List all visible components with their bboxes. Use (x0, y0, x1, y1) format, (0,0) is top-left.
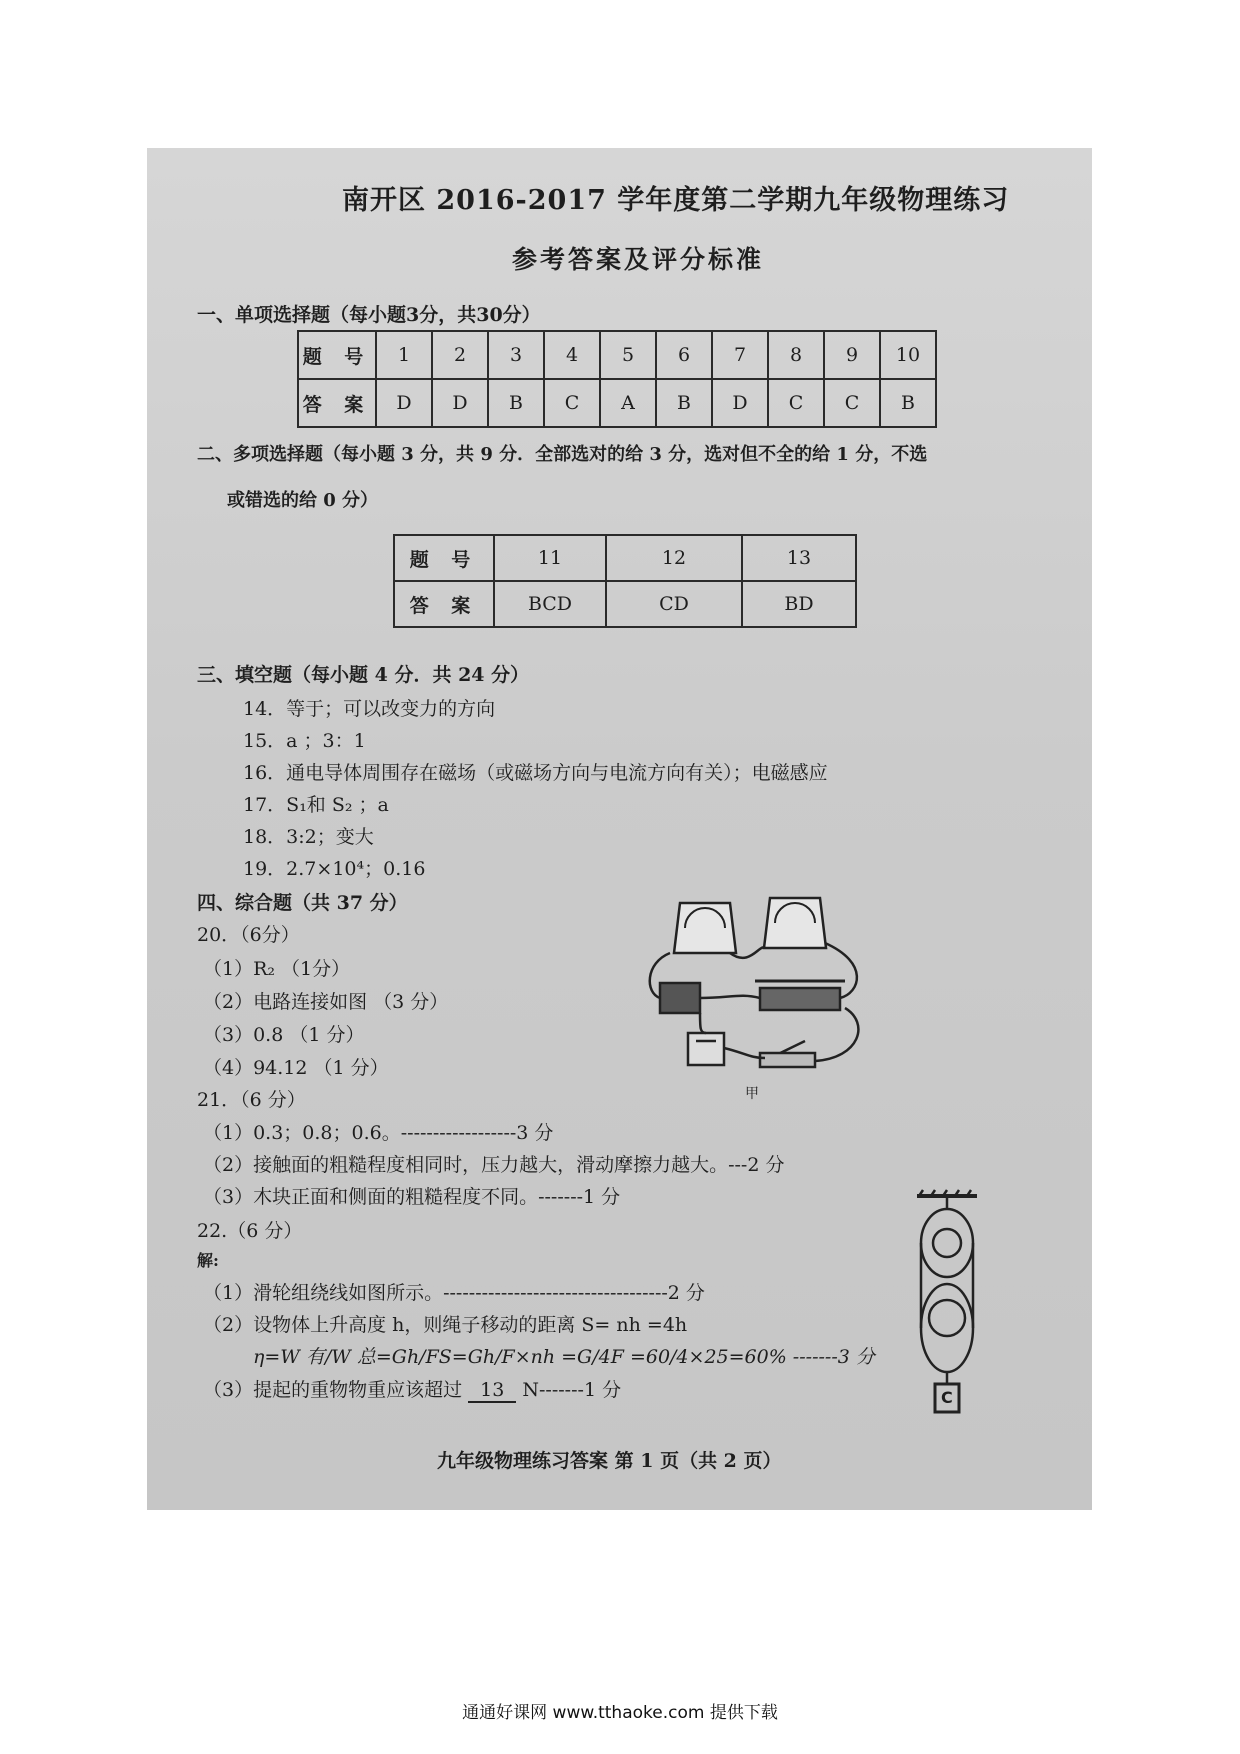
section2-heading-line1: 二、多项选择题（每小题 3 分，共 9 分．全部选对的给 3 分，选对但不全的给 1 分，不选 (197, 444, 928, 465)
q20-item-3: （3）0.8 （1 分） (203, 1024, 365, 1046)
fill-answer-19: 19．2.7×10⁴；0.16 (243, 858, 426, 880)
q20-item-1: （1）R₂ （1分） (203, 958, 351, 980)
q22-line-2: （2）设物体上升高度 h，则绳子移动的距离 S= nh =4h (203, 1314, 688, 1336)
answer-cell: BD (742, 581, 856, 627)
q21-title: 21．（6 分） (197, 1089, 306, 1111)
table-row (298, 331, 936, 379)
answer-cell: C (768, 379, 824, 427)
document-subtitle: 参考答案及评分标准 (512, 245, 765, 274)
question-number: 7 (712, 331, 768, 379)
q21-item-3: （3）木块正面和侧面的粗糙程度不同。-------1 分 (203, 1186, 621, 1208)
answer-cell: B (880, 379, 936, 427)
answer-cell: D (712, 379, 768, 427)
answer-cell: BCD (494, 581, 606, 627)
answer-cell: CD (606, 581, 742, 627)
download-credit: 通通好课网 www.tthaoke.com 提供下载 (462, 1703, 778, 1723)
pulley-system-figure (907, 1188, 997, 1418)
rheostat-icon (760, 988, 840, 1010)
fill-answer-14: 14．等于；可以改变力的方向 (243, 698, 496, 720)
question-number: 6 (656, 331, 712, 379)
figure-caption: 甲 (745, 1086, 759, 1102)
voltmeter-icon (674, 903, 736, 953)
q20-title: 20．（6分） (197, 924, 300, 946)
q22-solution-label: 解: (197, 1251, 219, 1270)
pulley-weight-label: C (941, 1388, 953, 1407)
section1-heading: 一、单项选择题（每小题3分，共30分） (197, 304, 541, 326)
question-number: 9 (824, 331, 880, 379)
question-number: 3 (488, 331, 544, 379)
answer-cell: C (544, 379, 600, 427)
question-number: 1 (376, 331, 432, 379)
battery-icon (688, 1033, 724, 1065)
q21-item-1: （1）0.3；0.8；0.6。------------------3 分 (203, 1122, 554, 1144)
answer-cell: D (432, 379, 488, 427)
answer-cell: C (824, 379, 880, 427)
section4-heading: 四、综合题（共 37 分） (197, 892, 408, 914)
ammeter-icon (764, 898, 826, 948)
q20-item-4: （4）94.12 （1 分） (203, 1057, 389, 1079)
q22-line-1: （1）滑轮组绕线如图所示。-----------------------------------2 分 (203, 1282, 705, 1304)
fill-answer-17: 17．S₁和 S₂ ；a (243, 794, 389, 816)
multi-choice-answer-table (393, 534, 857, 628)
question-number: 13 (742, 535, 856, 581)
question-number: 5 (600, 331, 656, 379)
answer-cell: A (600, 379, 656, 427)
fill-answer-16: 16．通电导体周围存在磁场（或磁场方向与电流方向有关）；电磁感应 (243, 762, 828, 784)
movable-pulley-icon (929, 1300, 965, 1336)
question-number: 2 (432, 331, 488, 379)
row-label-number: 题 号 (394, 535, 494, 581)
question-number: 4 (544, 331, 600, 379)
inner-page-footer: 九年级物理练习答案 第 1 页（共 2 页） (437, 1450, 782, 1472)
q20-item-2: （2）电路连接如图 （3 分） (203, 991, 449, 1013)
row-label-answer: 答 案 (298, 379, 376, 427)
question-number: 8 (768, 331, 824, 379)
question-number: 10 (880, 331, 936, 379)
row-label-answer: 答 案 (394, 581, 494, 627)
answer-cell: B (488, 379, 544, 427)
q22-line-3: η=W 有/W 总=Gh/FS=Gh/F×nh =G/4F =60/4×25=60% -------3 分 (253, 1346, 875, 1368)
resistor-icon (660, 983, 700, 1013)
table-row (394, 581, 856, 627)
row-label-number: 题 号 (298, 331, 376, 379)
q22-line-4-suffix: N-------1 分 (522, 1379, 622, 1401)
fill-answer-15: 15．a ；3：1 (243, 730, 366, 752)
single-choice-answer-table (297, 330, 937, 428)
q22-title: 22.（6 分） (197, 1220, 303, 1242)
q22-line-4 (203, 1375, 621, 1403)
q21-item-2: （2）接触面的粗糙程度相同时，压力越大，滑动摩擦力越大。---2 分 (203, 1154, 785, 1176)
scanned-document-photo (147, 148, 1092, 1510)
q22-line-4-prefix: （3）提起的重物物重应该超过 (203, 1379, 463, 1401)
question-number: 11 (494, 535, 606, 581)
table-row (298, 379, 936, 427)
question-number: 12 (606, 535, 742, 581)
section3-heading: 三、填空题（每小题 4 分．共 24 分） (197, 664, 530, 686)
q22-answer-value: 13 (468, 1379, 516, 1403)
document-title: 南开区 2016-2017 学年度第二学期九年级物理练习 (342, 185, 1010, 216)
circuit-diagram-figure (640, 883, 880, 1083)
section2-heading-line2: 或错选的给 0 分） (227, 490, 379, 511)
answer-cell: D (376, 379, 432, 427)
fill-answer-18: 18．3:2；变大 (243, 826, 374, 848)
answer-cell: B (656, 379, 712, 427)
table-row (394, 535, 856, 581)
fixed-pulley-icon (921, 1209, 973, 1277)
